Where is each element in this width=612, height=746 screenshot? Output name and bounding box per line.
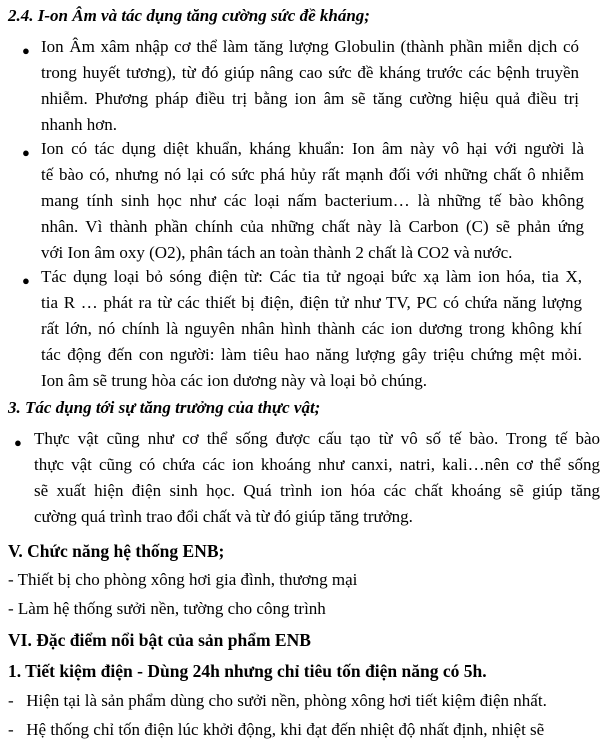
text-line: nhân. Vì thành phần chính của những chất này là Carbon (C) sẽ phản ứng bbox=[41, 217, 584, 236]
sec24-bullet-2 bbox=[41, 136, 584, 266]
sec3-bullet-1 bbox=[34, 426, 600, 530]
text-line: nhiễm. Phương pháp điều trị bằng ion âm sẽ tăng cường hiệu quả điều trị bbox=[41, 89, 579, 108]
bullet-icon: ● bbox=[22, 273, 30, 288]
text-line: nhanh hơn. bbox=[41, 115, 118, 134]
text-line: với Ion âm oxy (O2), phân tách an toàn thành 2 chất là CO2 và nước. bbox=[41, 243, 513, 262]
dash-marker: - bbox=[8, 599, 14, 618]
sec24-bullet-1 bbox=[41, 34, 579, 138]
text-line: tia R … phát ra từ các thiết bị điện, điện tử như TV, PC có chứa năng lượng bbox=[41, 293, 582, 312]
list-item bbox=[8, 599, 326, 619]
text-line: Tác dụng loại bỏ sóng điện từ: Các tia tử ngoại bức xạ làm ion hóa, tia X, bbox=[41, 267, 582, 286]
text-line: cường quá trình trao đổi chất và từ đó giúp tăng trưởng. bbox=[34, 507, 413, 526]
list-item bbox=[8, 570, 357, 590]
list-item bbox=[8, 691, 547, 711]
section-v-title: V. Chức năng hệ thống ENB; bbox=[8, 541, 225, 561]
text-line: trong huyết tương), từ đó giúp nâng cao sức đề kháng trước các bệnh truyền bbox=[41, 63, 579, 82]
list-item-text: Thiết bị cho phòng xông hơi gia đình, thương mại bbox=[17, 570, 358, 589]
dash-marker: - bbox=[8, 691, 14, 710]
text-line: thực vật cũng có chứa các ion khoáng như canxi, natri, kali…nên cơ thể sống bbox=[34, 455, 600, 474]
bullet-icon: ● bbox=[14, 435, 22, 450]
text-line: Ion Âm xâm nhập cơ thể làm tăng lượng Globulin (thành phần miễn dịch có bbox=[41, 37, 579, 56]
text-line: tác động đến con người: làm tiêu hao năng lượng gây triệu chứng mệt mỏi. bbox=[41, 345, 582, 364]
text-line: Ion có tác dụng diệt khuẩn, kháng khuẩn: Ion âm này vô hại với người là bbox=[41, 139, 584, 158]
list-item-text: Làm hệ thống sưởi nền, tường cho công trình bbox=[17, 599, 326, 618]
section-2-4-title: 2.4. I-on Âm và tác dụng tăng cường sức đề kháng; bbox=[8, 6, 370, 25]
sec24-bullet-3 bbox=[41, 264, 582, 394]
section-vi-title: VI. Đặc điểm nổi bật của sản phẩm ENB bbox=[8, 630, 311, 650]
bullet-icon: ● bbox=[22, 43, 30, 58]
dash-marker: - bbox=[8, 570, 14, 589]
list-item-text: Hiện tại là sản phẩm dùng cho sưởi nền, phòng xông hơi tiết kiệm điện nhất. bbox=[26, 691, 547, 710]
text-line: Ion âm sẽ trung hòa các ion dương này và loại bỏ chúng. bbox=[41, 371, 427, 390]
section-3-title: 3. Tác dụng tới sự tăng trưởng của thực vật; bbox=[8, 398, 321, 417]
text-line: rất lớn, nó chính là nguyên nhân hình thành các ion dương trong không khí bbox=[41, 319, 582, 338]
list-item-text: Hệ thống chỉ tốn điện lúc khởi động, khi đạt đến nhiệt độ nhất định, nhiệt sẽ bbox=[26, 720, 545, 739]
bullet-icon: ● bbox=[22, 145, 30, 160]
dash-marker: - bbox=[8, 720, 14, 739]
text-line: Thực vật cũng như cơ thể sống được cấu tạo từ vô số tế bào. Trong tế bào bbox=[34, 429, 600, 448]
text-line: tế bào có, nhưng nó lại có sức phá hủy rất mạnh đối với những chất ô nhiễm bbox=[41, 165, 584, 184]
text-line: mang tính sinh học như các loại nấm bacterium… là những tế bào không bbox=[41, 191, 584, 210]
section-vi-subtitle: 1. Tiết kiệm điện - Dùng 24h nhưng chỉ tiêu tốn điện năng có 5h. bbox=[8, 661, 487, 681]
list-item bbox=[8, 720, 544, 740]
text-line: sẽ xuất hiện điện sinh học. Quá trình ion hóa các chất khoáng sẽ giúp tăng bbox=[34, 481, 600, 500]
